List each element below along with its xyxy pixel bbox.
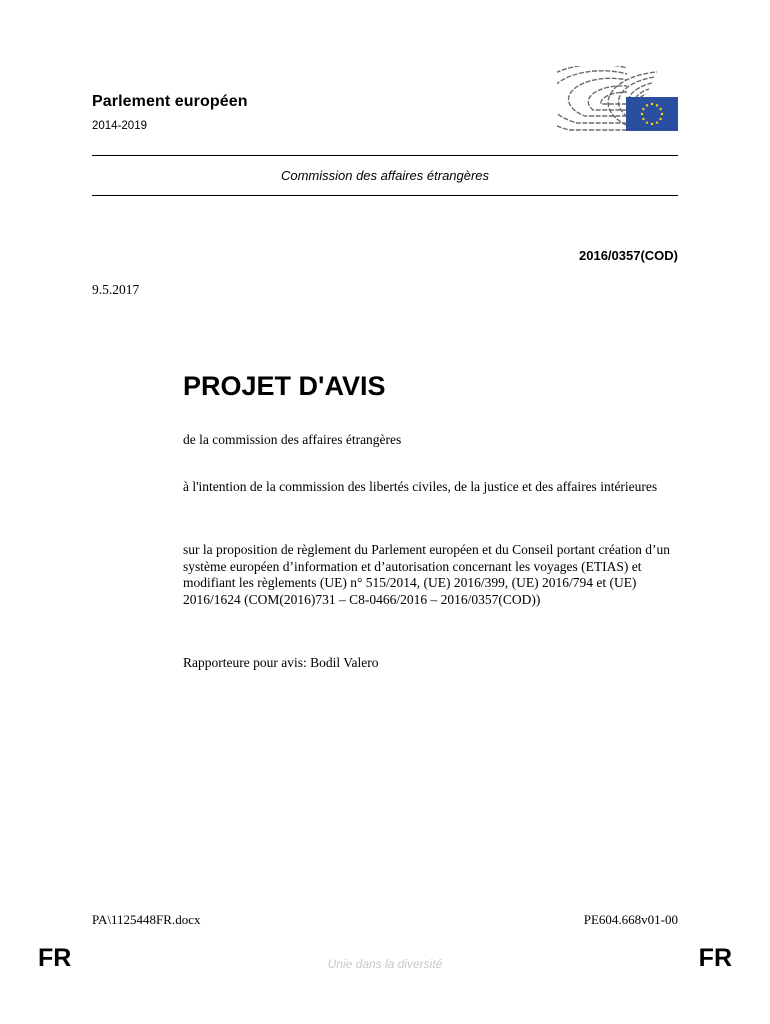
- paragraph-proposal: sur la proposition de règlement du Parlement européen et du Conseil portant création d’un système européen d’information et d’autorisation concernant les voyages (ETIAS) et modifiant les règlements (UE) n° 515/2014, (UE) 2016/399, (UE) 2016/794 et (UE) 2016/1624 (COM(2016)731 – C8-0466/2016 – 2016/0357(COD)): [183, 542, 670, 607]
- eu-flag-star-icon: [651, 123, 653, 125]
- file-reference: PA\1125448FR.docx: [92, 912, 201, 927]
- header-divider-top: [92, 155, 678, 156]
- european-parliament-logo-icon: [557, 66, 679, 132]
- eu-flag-star-icon: [659, 118, 661, 120]
- institution-name: Parlement européen: [92, 93, 248, 110]
- eu-flag-star-icon: [656, 121, 658, 123]
- paragraph-for-committee: à l'intention de la commission des libertés civiles, de la justice et des affaires intérieures: [183, 479, 658, 494]
- language-code-right: FR: [698, 944, 732, 972]
- committee-name: Commission des affaires étrangères: [280, 168, 490, 183]
- language-code-left: FR: [38, 944, 72, 972]
- eu-flag-star-icon: [651, 103, 653, 105]
- eu-flag-star-icon: [659, 108, 661, 110]
- eu-flag-star-icon: [642, 108, 644, 110]
- eu-flag-star-icon: [661, 113, 663, 115]
- document-title: PROJET D'AVIS: [183, 371, 386, 401]
- eu-flag-star-icon: [642, 118, 644, 120]
- document-date: 9.5.2017: [92, 282, 140, 297]
- pe-reference: PE604.668v01-00: [583, 912, 678, 927]
- eu-flag-star-icon: [646, 121, 648, 123]
- paragraph-from-committee: de la commission des affaires étrangères: [183, 432, 402, 447]
- eu-flag-star-icon: [656, 104, 658, 106]
- procedure-number: 2016/0357(COD): [579, 248, 678, 263]
- parliamentary-term: 2014-2019: [92, 120, 147, 132]
- motto: Unie dans la diversité: [327, 957, 443, 971]
- eu-flag-star-icon: [646, 104, 648, 106]
- eu-flag-star-icon: [641, 113, 643, 115]
- paragraph-rapporteur: Rapporteure pour avis: Bodil Valero: [183, 655, 379, 670]
- header-divider-bottom: [92, 195, 678, 196]
